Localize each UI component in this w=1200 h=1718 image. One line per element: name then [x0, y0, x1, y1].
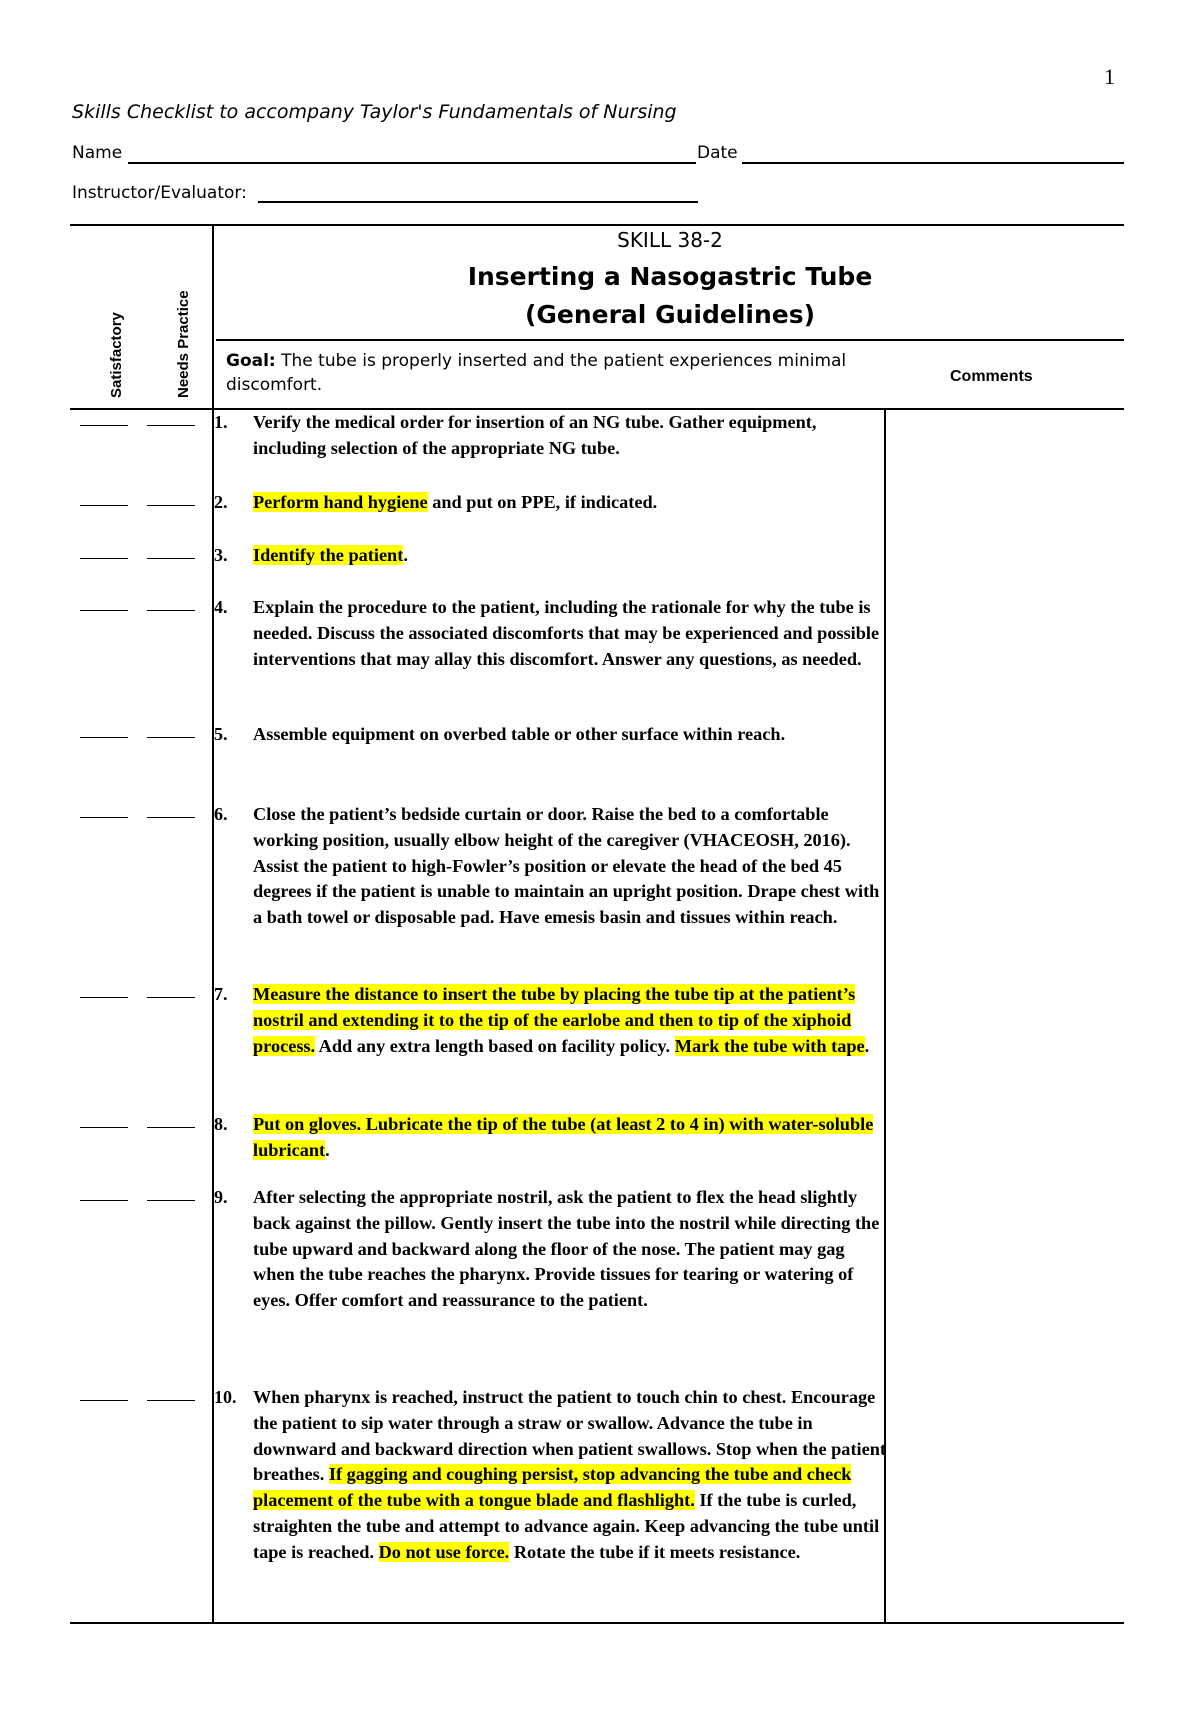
satisfactory-blank[interactable]: [80, 610, 128, 611]
step-text-segment: If the tube is curled, straighten the tube and attempt to advance again. Keep advancing the tube until tape is reached.: [253, 1490, 880, 1562]
document-title: Skills Checklist to accompany Taylor's Fundamentals of Nursing: [72, 101, 677, 123]
needs-practice-blank[interactable]: [147, 817, 195, 818]
instructor-field[interactable]: [258, 201, 698, 203]
step-text: [253, 595, 887, 672]
step-text-segment: and put on PPE, if indicated.: [427, 492, 658, 512]
needs-practice-blank[interactable]: [147, 1400, 195, 1401]
needs-practice-blank[interactable]: [147, 558, 195, 559]
step-text-segment: After selecting the appropriate nostril, ask the patient to flex the head slightly back against the pillow. Gently insert the tube into the nostril while directing the tube upward and backward along the floor of the nose. The patient may gag when the tube reaches the pharynx. Provide tissues for tearing or watering of eyes. Offer comfort and reassurance to the patient.: [253, 1187, 880, 1311]
step-number: 1.: [214, 412, 228, 432]
step-number: 3.: [214, 545, 228, 565]
step-text-segment: .: [325, 1139, 330, 1160]
step-text-segment: Explain the procedure to the patient, including the rationale for why the tube is needed. Discuss the associated discomforts that may be experienced and possible interventions that may allay this discomfort. Answer any questions, as needed.: [253, 597, 880, 669]
step-text: [253, 982, 887, 1059]
goal-label: Goal:: [226, 351, 276, 371]
satisfactory-blank[interactable]: [80, 817, 128, 818]
step-text-segment: Close the patient’s bedside curtain or door. Raise the bed to a comfortable working position, usually elbow height of the caregiver (VHACEOSH, 2016). Assist the patient to high-Fowler’s position or elevate the head of the bed 45 degrees if the patient is unable to maintain an upright position. Drape chest with a bath towel or disposable pad. Have emesis basin and tissues within reach.: [253, 804, 880, 928]
needs-practice-blank[interactable]: [147, 997, 195, 998]
goal-text: The tube is properly inserted and the patient experiences minimal discomfort.: [226, 351, 847, 395]
step-text-segment: .: [403, 545, 408, 565]
page-number: 1: [1104, 64, 1115, 89]
highlighted-text: Perform hand hygiene: [253, 492, 428, 512]
step-text-segment: When pharynx is reached, instruct the patient to touch chin to chest. Encourage the patient to sip water through a straw or swallow. Advance the tube in downward and backward direction when patient swallows. Stop when the patient breathes.: [253, 1387, 886, 1485]
satisfactory-blank[interactable]: [80, 425, 128, 426]
title-rule: [216, 339, 1124, 341]
step-text: [253, 490, 887, 516]
step-text-segment: Verify the medical order for insertion of an NG tube. Gather equipment, including selection of the appropriate NG tube.: [253, 412, 817, 458]
step-text: [253, 1112, 887, 1164]
highlighted-text: If gagging and coughing persist, stop advancing the tube and check placement of the tube with a tongue blade and flashlight.: [253, 1464, 852, 1511]
step-number: 10.: [214, 1387, 237, 1407]
step-number: 8.: [214, 1114, 228, 1134]
step-text-segment: .: [864, 1035, 870, 1056]
step-number: 5.: [214, 724, 228, 744]
step-text-segment: Add any extra length based on facility policy.: [315, 1035, 675, 1056]
highlighted-text: Mark the tube with tape: [674, 1035, 865, 1056]
skill-title-line1: Inserting a Nasogastric Tube: [467, 262, 873, 291]
needs-practice-header: Needs Practice: [175, 290, 192, 398]
name-label: Name: [72, 143, 123, 163]
satisfactory-blank[interactable]: [80, 1127, 128, 1128]
satisfactory-blank[interactable]: [80, 737, 128, 738]
instructor-label: Instructor/Evaluator:: [72, 183, 247, 203]
step-number: 9.: [214, 1187, 228, 1207]
highlighted-text: Identify the patient: [253, 545, 404, 565]
comments-header: Comments: [950, 368, 1033, 385]
skill-title-line2: (General Guidelines): [524, 300, 816, 329]
needs-practice-blank[interactable]: [147, 1200, 195, 1201]
satisfactory-header: Satisfactory: [108, 312, 125, 398]
step-text: [253, 1385, 887, 1566]
skill-title: [216, 258, 1124, 334]
step-number: 7.: [214, 984, 228, 1004]
satisfactory-blank[interactable]: [80, 1200, 128, 1201]
satisfactory-blank[interactable]: [80, 505, 128, 506]
table-top-rule: [70, 224, 1124, 226]
satisfactory-blank[interactable]: [80, 1400, 128, 1401]
needs-practice-blank[interactable]: [147, 425, 195, 426]
needs-practice-blank[interactable]: [147, 505, 195, 506]
goal-statement: [226, 349, 866, 397]
step-text-segment: Assemble equipment on overbed table or other surface within reach.: [253, 724, 786, 744]
highlighted-text: Measure the distance to insert the tube by placing the tube tip at the patient’s nostril and extending it to the tip of the earlobe and then to tip of the xiphoid process.: [253, 984, 856, 1056]
step-number: 6.: [214, 804, 228, 824]
name-field[interactable]: [128, 162, 696, 164]
step-text-segment: Rotate the tube if it meets resistance.: [509, 1541, 801, 1562]
step-number: 4.: [214, 597, 228, 617]
date-label: Date: [697, 143, 738, 163]
satisfactory-blank[interactable]: [80, 558, 128, 559]
highlighted-text: Do not use force.: [378, 1541, 510, 1562]
needs-practice-blank[interactable]: [147, 737, 195, 738]
step-text: [253, 543, 887, 569]
step-text: [253, 802, 887, 931]
table-bottom-rule: [70, 1622, 1124, 1624]
satisfactory-blank[interactable]: [80, 997, 128, 998]
step-number: 2.: [214, 492, 228, 512]
needs-practice-blank[interactable]: [147, 610, 195, 611]
skill-number: SKILL 38-2: [617, 228, 723, 252]
needs-practice-blank[interactable]: [147, 1127, 195, 1128]
highlighted-text: Put on gloves. Lubricate the tip of the tube (at least 2 to 4 in) with water-soluble lubricant: [253, 1114, 874, 1160]
step-text: [253, 722, 887, 748]
step-text: [253, 410, 887, 462]
step-text: [253, 1185, 887, 1314]
date-field[interactable]: [742, 162, 1124, 164]
